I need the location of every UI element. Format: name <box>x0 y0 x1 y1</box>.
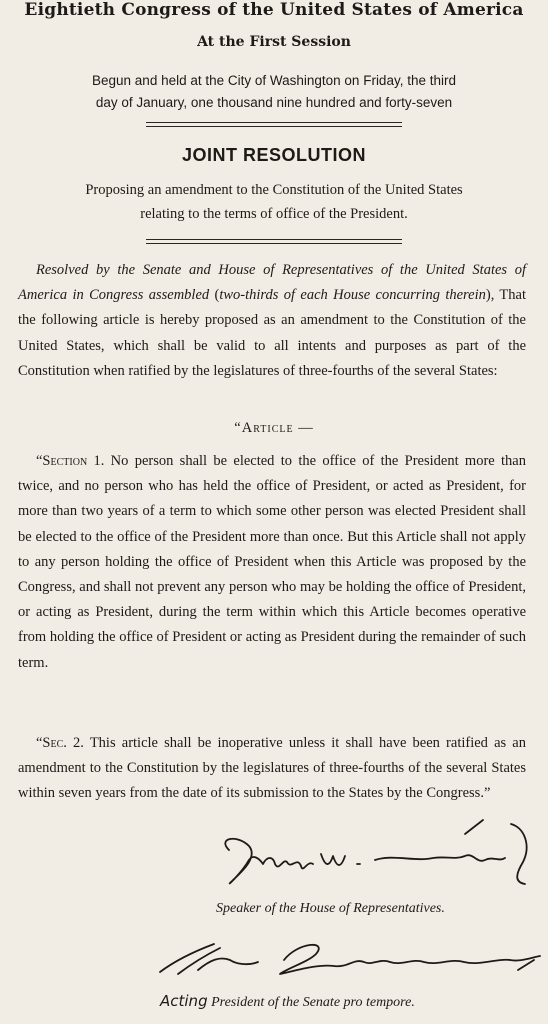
senate-handwritten-word: Acting <box>160 992 208 1010</box>
begun-line-1: Begun and held at the City of Washington on Friday, the third <box>92 73 456 88</box>
preamble-paren: ( <box>209 287 220 304</box>
section-2-label: “Sec. 2. <box>36 735 84 751</box>
section-2-paragraph <box>18 731 526 807</box>
speaker-caption: Speaker of the House of Representatives. <box>216 901 445 916</box>
senate-signature <box>158 930 543 990</box>
subtitle-line-1: Proposing an amendment to the Constitution of the United States <box>85 182 463 198</box>
senate-caption: President of the Senate pro tempore. <box>207 995 415 1010</box>
divider-rule <box>146 126 402 127</box>
section-1-label: “Section 1. <box>36 453 105 469</box>
preamble-rest: ), That the following article is hereby proposed as an amendment to the Constitution of the United States, which shall be valid to all intents and purposes as part of the Constitution when ratified by the legislatures of three-fourths of the several States: <box>18 287 526 379</box>
divider-rule <box>146 243 402 244</box>
article-heading: “Article — <box>234 420 314 436</box>
preamble-italic-1: Resolved by the Senate and House of Representatives of the United States of America in Congress assembled <box>18 262 526 304</box>
divider-rule <box>146 239 402 240</box>
section-2-text: This article shall be inoperative unless it shall have been ratified as an amendment to the Constitution by the legislatures of three-fourths of the several States within seven years from the date of its submission to the States by the Congress.” <box>18 735 526 802</box>
preamble-italic-2: two-thirds of each House concurring therein <box>219 287 486 304</box>
begun-text <box>40 70 508 114</box>
speaker-signature <box>215 812 545 892</box>
section-1-text: No person shall be elected to the office of the President more than twice, and no person who has held the office of President, or acted as President, for more than two years of a term to which some other person was elected President shall be elected to the office of the President more than once. But this Article shall not apply to any person holding the office of President when this Article was proposed by the Congress, and shall not prevent any person who may be holding the office of President, or acting as President, during the term within which this Article becomes operative from holding the office of President or acting as President during the remainder of such term. <box>18 453 526 671</box>
begun-line-2: day of January, one thousand nine hundred and forty-seven <box>95 95 453 110</box>
subtitle-line-2: relating to the terms of office of the President. <box>140 206 408 222</box>
resolution-subtitle <box>30 178 518 226</box>
senate-caption-line <box>160 992 540 1011</box>
divider-rule <box>146 122 402 123</box>
section-1-paragraph <box>18 449 526 676</box>
congress-heading: Eightieth Congress of the United States of America <box>24 0 524 20</box>
resolution-title: JOINT RESOLUTION <box>181 145 366 165</box>
session-heading: At the First Session <box>197 34 351 50</box>
preamble-paragraph <box>18 258 526 384</box>
